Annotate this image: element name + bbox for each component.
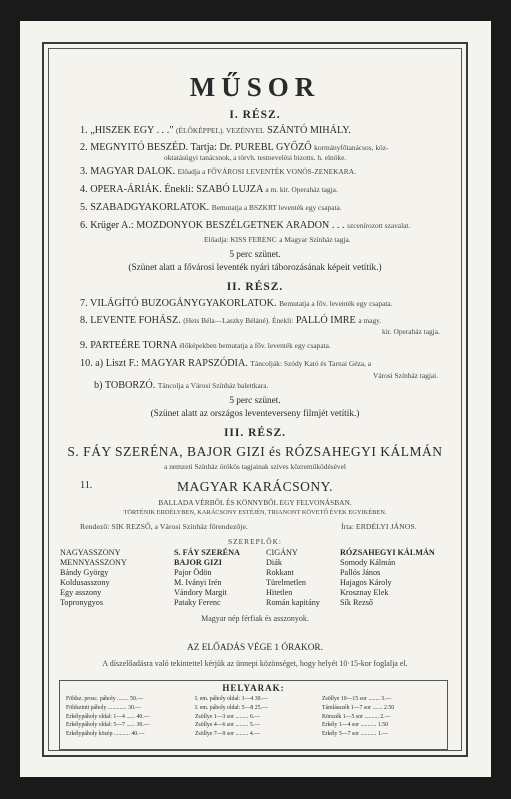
play-writer: Írta: ERDÉLYI JÁNOS.	[341, 522, 417, 531]
item-10a: 10. a) Liszt F.: MAGYAR RAPSZÓDIA. Táncolják: Szódy Kató és Tarnai Géza, a	[80, 358, 372, 369]
end-time: AZ ELŐADÁS VÉGE 1 ÓRAKOR.	[187, 643, 323, 653]
part-3-heading: III. RÉSZ.	[223, 427, 287, 439]
item-7: 7. VILÁGÍTÓ BUZOGÁNYGYAKORLATOK. Bemutatja a főv. leventék egy csapata.	[80, 298, 393, 309]
item-10b: b) TOBORZÓ. Táncolja a Városi Színház balettkara.	[94, 380, 269, 391]
item-5: 5. SZABADGYAKORLATOK. Bemutatja a BSZKRT leventék egy csapata.	[80, 202, 342, 213]
item-2: 2. MEGNYITÓ BESZÉD. Tartja: Dr. PUREBL GYŐZŐ kormányfőtanácsos, köz-	[80, 142, 389, 153]
item-8-detail: kir. Operaház tagja.	[382, 327, 440, 336]
cast-left-roles: NAGYASSZONY MENNYASSZONY Bándy György Koldusasszony Egy asszony Topronygyos	[60, 548, 127, 607]
item-4: 4. OPERA-ÁRIÁK. Énekli: SZABÓ LUJZA a m. kir. Operaház tagja.	[80, 184, 338, 195]
item-8: 8. LEVENTE FOHÁSZ. (Hets Béla—Laszky Béláné). Énekli: PALLÓ IMRE a magy.	[80, 315, 382, 326]
program-frame	[42, 42, 468, 757]
pause-1-note: (Szünet alatt a fővárosi leventék nyári táborozásának képeit vetítik.)	[128, 263, 382, 273]
pause-1: 5 perc szünet.	[229, 250, 281, 260]
item-3: 3. MAGYAR DALOK. Előadja a FŐVÁROSI LEVENTÉK VONÓS-ZENEKARA.	[80, 166, 356, 177]
item-11-number: 11.	[80, 480, 93, 491]
cast-crowd: Magyar nép férfiak és asszonyok.	[201, 614, 309, 623]
item-9: 9. PARTEÉRE TORNA élőképekben bemutatja a főv. leventék egy csapata.	[80, 340, 331, 351]
play-title: MAGYAR KARÁCSONY.	[176, 479, 334, 494]
pause-2-note: (Szünet alatt az országos leventeverseny filmjét vetítik.)	[150, 409, 360, 419]
item-6: 6. Krüger A.: MOZDONYOK BESZÉLGETNEK ARADON . . . szcenírozott szavalat.	[80, 220, 411, 231]
item-10a-detail: Városi Színház tagjai.	[373, 371, 439, 380]
play-setting: TÖRTÉNIK ERDÉLYBEN, KARÁCSONY ESTÉJÉN, TRIANONT KÖVETŐ ÉVEK EGYIKÉBEN.	[123, 509, 387, 516]
item-1: 1. „HISZEK EGY . . ." (ÉLŐKÉPPEL). VEZÉNYEL SZÁNTÓ MIHÁLY.	[80, 125, 351, 136]
prices-column-3: Zsöllye 10—15 sor ........ 3.— Támlásszék 1—7 sor ....... 2.50 Körszék 1—5 sor .......... 2.— Erkély 1—4 sor ........... 1.50 Erkély 5—7 sor ........... 1.—	[322, 696, 395, 738]
play-subtitle: BALLADA VÉRBŐL ÉS KÖNNYBŐL EGY FELVONÁSBAN.	[158, 498, 352, 507]
guest-performers: S. FÁY SZERÉNA, BAJOR GIZI és RÓZSAHEGYI KÁLMÁN	[67, 444, 443, 459]
part-2-heading: II. RÉSZ.	[226, 281, 284, 293]
play-director: Rendező: SIK REZSŐ, a Városi Színház főrendezője.	[80, 522, 248, 531]
cast-left-actors: S. FÁY SZERÉNA BAJOR GIZI Pajor Ödön M. Iványi Irén Vándory Margit Pataky Ferenc	[174, 548, 240, 607]
ticket-prices-heading: HELYARAK:	[222, 683, 285, 693]
pause-2: 5 perc szünet.	[229, 396, 281, 406]
cast-heading: SZEREPLŐK:	[228, 537, 282, 546]
ticket-prices-box	[59, 680, 448, 750]
prices-column-1: Földsz. prosc. páholy ........ 50.— Földszinti páholy ............. 30.— Erkélypáholy oldal: 1—4 ...... 40.— Erkélypáholy oldal: 5—7 ...... 30.— Erkélypáholy közép ........... 40.—	[66, 696, 150, 738]
part-1-heading: I. RÉSZ.	[229, 109, 281, 121]
seating-notice: A díszelőadásra való tekintettel kérjük az ünnepi közönséget, hogy helyét 10·15-kor foglalja el.	[102, 659, 408, 668]
prices-column-2: I. em. páholy oldal: 1—4 30.— I. em. páholy oldal: 5—8 25.— Zsöllye 1—3 sor ......... 6.— Zsöllye 4—6 sor ......... 5.— Zsöllye 7—9 sor ......... 4.—	[195, 696, 268, 738]
item-2-detail: oktatásügyi tanácsnok, a törvh. testnevelési bizotts. h. elnöke.	[164, 153, 347, 162]
item-6-performer: Előadja: KISS FERENC a Magyar Színház tagja.	[204, 235, 351, 244]
program-title: MŰSOR	[189, 72, 321, 102]
guest-note: a nemzeti Színház örökös tagjainak szíves közreműködésével	[164, 462, 346, 471]
cast-right-actors: RÓZSAHEGYI KÁLMÁN Somody Kálmán Pallós János Hajagos Károly Krosznay Elek Sík Rezső	[340, 548, 435, 607]
cast-right-roles: CIGÁNY Diák Rokkant Türelmetlen Hitetlen Román kapitány	[266, 548, 320, 607]
